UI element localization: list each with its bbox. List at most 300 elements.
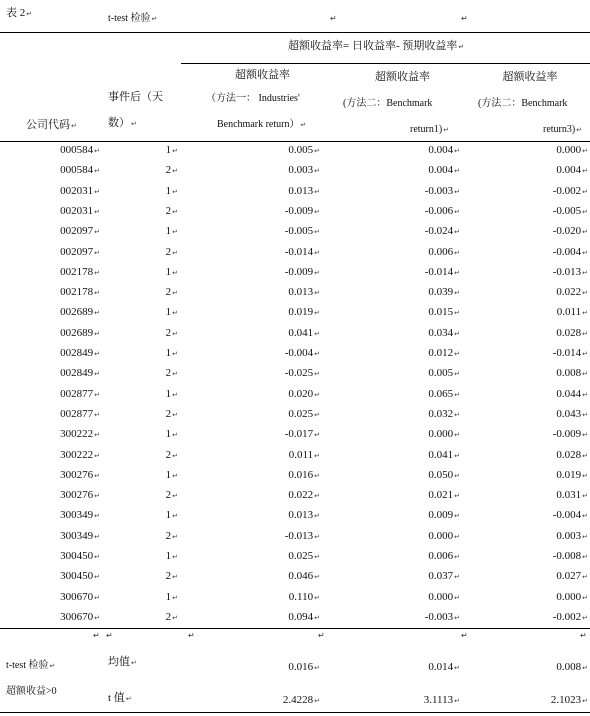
cell-m2 (340, 245, 460, 260)
para-mark: ↵ (582, 512, 588, 520)
cell-value: 1 (165, 591, 172, 603)
header-method3-line3: return3)↵ (543, 124, 583, 135)
cell-m1 (200, 143, 320, 158)
cell-value: 2 (165, 611, 172, 623)
header-method3-line2: (方法二：Benchmark (478, 98, 568, 109)
cell-code (20, 326, 100, 341)
cell-value: 0.009 (428, 509, 454, 521)
cell-day (100, 285, 178, 300)
cell-value: 0.005 (288, 144, 314, 156)
cell-value: 002849 (60, 347, 94, 359)
cell-day (100, 387, 178, 402)
cell-value: 2 (165, 164, 172, 176)
cell-value: 2 (165, 489, 172, 501)
cell-value: -0.014 (284, 246, 314, 258)
cell-value: 0.020 (288, 388, 314, 400)
para-mark: ↵ (314, 391, 320, 399)
cell-value: 2 (165, 327, 172, 339)
header-method2-line3: return1)↵ (410, 124, 450, 135)
header-rule (0, 141, 590, 142)
para-mark: ↵ (94, 614, 100, 622)
cell-day (100, 427, 178, 442)
para-mark: ↵ (94, 208, 100, 216)
cell-value: -0.005 (284, 225, 314, 237)
cell-m1 (200, 529, 320, 544)
cell-value: 0.011 (556, 306, 582, 318)
cell-value: 0.008 (556, 367, 582, 379)
cell-m3 (468, 163, 588, 178)
para-mark: ↵ (94, 269, 100, 277)
cell-value: -0.004 (552, 246, 582, 258)
cell-m2 (340, 610, 460, 625)
cell-value: 0.110 (288, 591, 314, 603)
cell-code (20, 184, 100, 199)
para-mark: ↵ (314, 533, 320, 541)
cell-day (100, 265, 178, 280)
cell-m3 (468, 610, 588, 625)
cell-value: 300276 (60, 489, 94, 501)
cell-value: 000584 (60, 144, 94, 156)
cell-m3 (468, 468, 588, 483)
cell-m2 (340, 448, 460, 463)
cell-m1 (200, 549, 320, 564)
para-mark: ↵ (454, 370, 460, 378)
cell-code (20, 245, 100, 260)
para-mark: ↵ (172, 594, 178, 602)
para-mark: ↵ (314, 411, 320, 419)
cell-m3 (468, 143, 588, 158)
cell-day (100, 488, 178, 503)
cell-value: 300222 (60, 449, 94, 461)
cell-code (20, 468, 100, 483)
cell-m3 (468, 427, 588, 442)
cell-m1 (200, 305, 320, 320)
para-mark: ↵ (582, 309, 588, 317)
header-days-line1: 事件后（天 (108, 91, 163, 103)
cell-value: 2 (165, 246, 172, 258)
cell-value: 002689 (60, 306, 94, 318)
cell-value: 0.022 (556, 286, 582, 298)
cell-value: 002097 (60, 225, 94, 237)
cell-m2 (340, 569, 460, 584)
cell-m2 (340, 529, 460, 544)
cell-value: 0.041 (428, 449, 454, 461)
cell-value: 0.004 (428, 164, 454, 176)
cell-m1 (200, 163, 320, 178)
cell-value: 300450 (60, 570, 94, 582)
para-mark: ↵ (94, 370, 100, 378)
cell-value: 0.006 (428, 246, 454, 258)
para-mark: ↵ (172, 533, 178, 541)
cell-value: 0.000 (428, 591, 454, 603)
cell-value: 0.005 (428, 367, 454, 379)
cell-value: 0.004 (556, 164, 582, 176)
cell-day (100, 549, 178, 564)
cell-value: -0.017 (284, 428, 314, 440)
summary-t-m3: 2.1023↵ (550, 694, 588, 706)
cell-m2 (340, 265, 460, 280)
cell-m2 (340, 143, 460, 158)
cell-day (100, 468, 178, 483)
cell-value: 0.027 (556, 570, 582, 582)
cell-m1 (200, 387, 320, 402)
para-mark: ↵ (582, 208, 588, 216)
cell-m1 (200, 184, 320, 199)
cell-m2 (340, 427, 460, 442)
cell-m3 (468, 265, 588, 280)
cell-m2 (340, 326, 460, 341)
cell-day (100, 508, 178, 523)
cell-m2 (340, 387, 460, 402)
cell-code (20, 549, 100, 564)
cell-value: -0.002 (552, 185, 582, 197)
para-mark: ↵ (94, 533, 100, 541)
para-mark: ↵ (172, 208, 178, 216)
para-mark: ↵ (582, 289, 588, 297)
cell-value: 1 (165, 388, 172, 400)
cell-code (20, 448, 100, 463)
cell-m1 (200, 590, 320, 605)
cell-code (20, 590, 100, 605)
para-mark: ↵ (318, 631, 325, 640)
para-mark: ↵ (94, 188, 100, 196)
cell-value: 0.028 (556, 449, 582, 461)
summary-t-m1: 2.4228↵ (282, 694, 320, 706)
cell-value: 2 (165, 408, 172, 420)
group-header: 超额收益率= 日收益率- 预期收益率↵ (288, 40, 465, 52)
para-mark: ↵ (94, 249, 100, 257)
cell-m1 (200, 508, 320, 523)
cell-code (20, 427, 100, 442)
cell-m3 (468, 366, 588, 381)
cell-m3 (468, 569, 588, 584)
cell-value: 0.015 (428, 306, 454, 318)
cell-value: 0.039 (428, 286, 454, 298)
cell-code (20, 407, 100, 422)
cell-value: -0.013 (552, 266, 582, 278)
cell-m1 (200, 204, 320, 219)
para-mark: ↵ (314, 370, 320, 378)
cell-value: 0.000 (556, 591, 582, 603)
cell-value: 002849 (60, 367, 94, 379)
cell-m3 (468, 346, 588, 361)
cell-m1 (200, 366, 320, 381)
para-mark: ↵ (314, 512, 320, 520)
para-mark: ↵ (94, 309, 100, 317)
para-mark: ↵ (314, 289, 320, 297)
cell-value: -0.005 (552, 205, 582, 217)
header-method3-line1: 超额收益率 (502, 71, 558, 83)
summary-t-m2: 3.1113↵ (423, 694, 460, 706)
cell-value: 0.000 (428, 530, 454, 542)
para-mark: ↵ (94, 512, 100, 520)
para-mark: ↵ (172, 147, 178, 155)
para-mark: ↵ (172, 249, 178, 257)
cell-value: 0.028 (556, 327, 582, 339)
cell-m1 (200, 285, 320, 300)
para-mark: ↵ (172, 289, 178, 297)
cell-day (100, 143, 178, 158)
para-mark: ↵ (172, 512, 178, 520)
cell-m2 (340, 366, 460, 381)
para-mark: ↵ (94, 167, 100, 175)
cell-value: 002689 (60, 327, 94, 339)
cell-code (20, 387, 100, 402)
para-mark: ↵ (582, 188, 588, 196)
cell-m1 (200, 569, 320, 584)
para-mark: ↵ (454, 472, 460, 480)
cell-m3 (468, 387, 588, 402)
para-mark: ↵ (314, 431, 320, 439)
para-mark: ↵ (454, 594, 460, 602)
cell-value: -0.008 (552, 550, 582, 562)
para-mark: ↵ (454, 492, 460, 500)
table-caption: 表 2↵ (6, 7, 33, 19)
cell-value: 002178 (60, 266, 94, 278)
cell-day (100, 326, 178, 341)
cell-m2 (340, 468, 460, 483)
cell-value: 1 (165, 347, 172, 359)
para-mark: ↵ (582, 350, 588, 358)
para-mark: ↵ (582, 147, 588, 155)
para-mark: ↵ (94, 350, 100, 358)
para-mark: ↵ (454, 167, 460, 175)
para-mark: ↵ (454, 309, 460, 317)
summary-t-label: t 值↵ (108, 692, 132, 704)
para-mark: ↵ (314, 269, 320, 277)
header-method1-line3: Benchmark return）↵ (217, 119, 307, 130)
cell-m3 (468, 285, 588, 300)
para-mark: ↵ (188, 631, 195, 640)
para-mark: ↵ (454, 228, 460, 236)
cell-day (100, 590, 178, 605)
summary-label-line1: t-test 检验↵ (6, 660, 56, 671)
para-mark: ↵ (314, 594, 320, 602)
para-mark: ↵ (172, 431, 178, 439)
para-mark: ↵ (94, 431, 100, 439)
para-mark: ↵ (582, 370, 588, 378)
para-mark: ↵ (94, 472, 100, 480)
para-mark: ↵ (314, 492, 320, 500)
cell-m2 (340, 204, 460, 219)
cell-day (100, 407, 178, 422)
para-mark: ↵ (172, 614, 178, 622)
para-mark: ↵ (582, 553, 588, 561)
para-mark: ↵ (582, 492, 588, 500)
para-mark: ↵ (94, 330, 100, 338)
para-mark: ↵ (314, 147, 320, 155)
cell-value: 2 (165, 530, 172, 542)
cell-value: -0.004 (284, 347, 314, 359)
cell-value: 000584 (60, 164, 94, 176)
para-mark: ↵ (314, 249, 320, 257)
para-mark: ↵ (106, 631, 113, 640)
para-mark: ↵ (582, 614, 588, 622)
cell-value: 2 (165, 449, 172, 461)
cell-day (100, 569, 178, 584)
para-mark: ↵ (172, 188, 178, 196)
cell-value: 0.041 (288, 327, 314, 339)
para-mark: ↵ (94, 573, 100, 581)
cell-m1 (200, 346, 320, 361)
cell-value: 002178 (60, 286, 94, 298)
header-method2-line2: (方法二：Benchmark (343, 98, 433, 109)
cell-m1 (200, 427, 320, 442)
cell-code (20, 346, 100, 361)
cell-m3 (468, 204, 588, 219)
cell-m2 (340, 163, 460, 178)
para-mark: ↵ (454, 249, 460, 257)
cell-m3 (468, 407, 588, 422)
cell-code (20, 204, 100, 219)
cell-value: 0.013 (288, 185, 314, 197)
summary-mean-label: 均值↵ (108, 656, 137, 668)
cell-value: 2 (165, 205, 172, 217)
cell-value: 2 (165, 286, 172, 298)
cell-m1 (200, 326, 320, 341)
para-mark: ↵ (330, 14, 337, 23)
cell-m2 (340, 549, 460, 564)
cell-m2 (340, 224, 460, 239)
cell-m3 (468, 224, 588, 239)
cell-m1 (200, 488, 320, 503)
summary-mean-m2: 0.014↵ (428, 661, 460, 673)
cell-m3 (468, 529, 588, 544)
para-mark: ↵ (172, 350, 178, 358)
cell-day (100, 448, 178, 463)
para-mark: ↵ (582, 533, 588, 541)
cell-m3 (468, 184, 588, 199)
para-mark: ↵ (582, 269, 588, 277)
para-mark: ↵ (314, 350, 320, 358)
cell-day (100, 204, 178, 219)
cell-m3 (468, 488, 588, 503)
cell-code (20, 488, 100, 503)
cell-value: 0.044 (556, 388, 582, 400)
data-bottom-rule (0, 628, 590, 629)
cell-m3 (468, 508, 588, 523)
cell-value: 0.003 (288, 164, 314, 176)
para-mark: ↵ (172, 452, 178, 460)
cell-day (100, 245, 178, 260)
cell-value: 0.003 (556, 530, 582, 542)
cell-value: -0.003 (424, 185, 454, 197)
para-mark: ↵ (580, 631, 587, 640)
cell-value: 0.013 (288, 509, 314, 521)
cell-value: -0.014 (552, 347, 582, 359)
para-mark: ↵ (314, 208, 320, 216)
cell-day (100, 184, 178, 199)
para-mark: ↵ (314, 228, 320, 236)
cell-value: 002031 (60, 185, 94, 197)
cell-day (100, 610, 178, 625)
cell-value: 0.004 (428, 144, 454, 156)
cell-value: -0.025 (284, 367, 314, 379)
cell-code (20, 508, 100, 523)
cell-value: 0.094 (288, 611, 314, 623)
cell-value: -0.020 (552, 225, 582, 237)
cell-m3 (468, 305, 588, 320)
header-method2-line1: 超额收益率 (375, 71, 430, 83)
para-mark: ↵ (454, 269, 460, 277)
cell-m1 (200, 407, 320, 422)
cell-m2 (340, 184, 460, 199)
cell-value: 0.050 (428, 469, 454, 481)
cell-value: 0.034 (428, 327, 454, 339)
cell-m2 (340, 508, 460, 523)
cell-m2 (340, 285, 460, 300)
cell-value: 0.032 (428, 408, 454, 420)
cell-value: -0.009 (284, 205, 314, 217)
cell-day (100, 346, 178, 361)
summary-mean-m1: 0.016↵ (288, 661, 320, 673)
para-mark: ↵ (582, 431, 588, 439)
cell-value: -0.004 (552, 509, 582, 521)
cell-code (20, 610, 100, 625)
para-mark: ↵ (582, 391, 588, 399)
para-mark: ↵ (582, 594, 588, 602)
para-mark: ↵ (172, 167, 178, 175)
cell-value: -0.006 (424, 205, 454, 217)
para-mark: ↵ (454, 188, 460, 196)
cell-value: 0.011 (288, 449, 314, 461)
para-mark: ↵ (582, 472, 588, 480)
para-mark: ↵ (94, 411, 100, 419)
cell-value: 0.012 (428, 347, 454, 359)
para-mark: ↵ (461, 14, 468, 23)
cell-value: 300222 (60, 428, 94, 440)
para-mark: ↵ (314, 553, 320, 561)
para-mark: ↵ (94, 594, 100, 602)
para-mark: ↵ (454, 614, 460, 622)
cell-value: 0.025 (288, 550, 314, 562)
cell-value: 0.013 (288, 286, 314, 298)
para-mark: ↵ (172, 553, 178, 561)
cell-m3 (468, 326, 588, 341)
para-mark: ↵ (314, 188, 320, 196)
para-mark: ↵ (454, 350, 460, 358)
para-mark: ↵ (172, 370, 178, 378)
summary-label-line2: 超额收益>0 (6, 686, 57, 697)
cell-value: 1 (165, 266, 172, 278)
cell-value: 0.000 (428, 428, 454, 440)
cell-value: -0.002 (552, 611, 582, 623)
cell-value: 300670 (60, 611, 94, 623)
cell-code (20, 163, 100, 178)
cell-m3 (468, 245, 588, 260)
cell-value: 2 (165, 570, 172, 582)
para-mark: ↵ (454, 533, 460, 541)
para-mark: ↵ (454, 573, 460, 581)
para-mark: ↵ (454, 553, 460, 561)
cell-m3 (468, 590, 588, 605)
cell-value: -0.024 (424, 225, 454, 237)
para-mark: ↵ (172, 269, 178, 277)
para-mark: ↵ (314, 614, 320, 622)
cell-value: 0.037 (428, 570, 454, 582)
table-bottom-rule (0, 712, 590, 713)
cell-value: 0.065 (428, 388, 454, 400)
header-method1-line2: （方法一： Industries' (206, 93, 300, 104)
cell-value: 300349 (60, 509, 94, 521)
header-days-line2: 数）↵ (108, 117, 137, 129)
cell-value: 002877 (60, 388, 94, 400)
cell-value: 1 (165, 469, 172, 481)
para-mark: ↵ (94, 228, 100, 236)
cell-value: 0.019 (556, 469, 582, 481)
para-mark: ↵ (314, 452, 320, 460)
cell-value: 0.000 (556, 144, 582, 156)
